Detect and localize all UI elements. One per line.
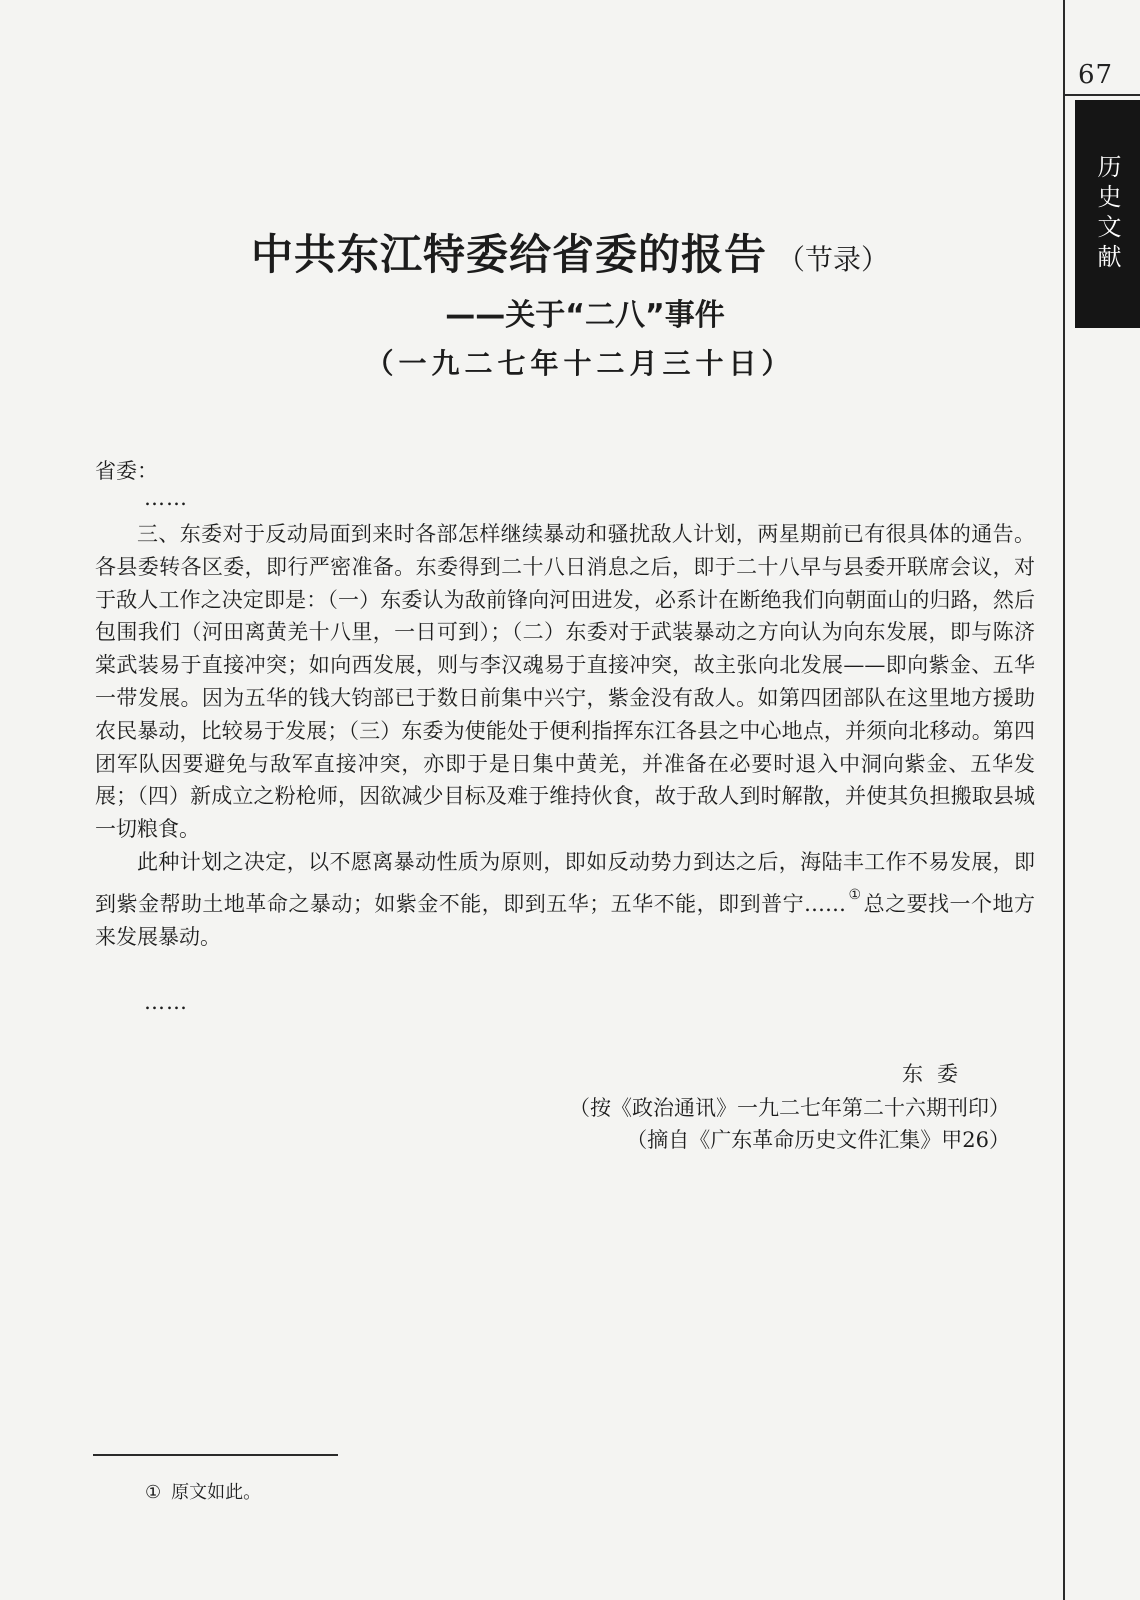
body-text: [95, 518, 1035, 953]
title-note: （节录）: [777, 243, 890, 276]
omission-mark: ……: [144, 486, 188, 510]
footnote-divider: [93, 1454, 338, 1456]
salutation: 省委：: [95, 459, 158, 483]
paragraph-text: 此种计划之决定，以不愿离暴动性质为原则，即如反动势力到达之后，海陆丰工作不易发展，即到紫金帮助土地革命之暴动；如紫金不能，即到五华；五华不能，即到普宁……: [95, 849, 1035, 916]
source-note: （按《政治通讯》一九二七年第二十六期刊印）: [569, 1096, 1010, 1120]
omission-mark: ……: [144, 990, 188, 1014]
footnote-reference[interactable]: ①: [848, 886, 862, 903]
section-tab: 历史文献: [1075, 100, 1140, 328]
footnote: [145, 1478, 261, 1504]
footnote-number: ①: [145, 1482, 162, 1503]
page-number: 67: [1078, 60, 1114, 90]
paragraph-text: 总之要找一个地方来发展暴动。: [95, 891, 1035, 949]
body-paragraph: [95, 846, 1035, 953]
document-subtitle: ——关于“二八”事件: [445, 298, 725, 333]
footnote-text: 原文如此。: [171, 1482, 262, 1503]
document-date: （一九二七年十二月三十日）: [365, 347, 795, 380]
title-main: 中共东江特委给省委的报告: [250, 230, 767, 279]
document-title: [0, 222, 1140, 282]
body-paragraph: 三、东委对于反动局面到来时各部怎样继续暴动和骚扰敌人计划，两星期前已有很具体的通告。各县委转各区委，即行严密准备。东委得到二十八日消息之后，即于二十八早与县委开联席会议，对于敌人工作之决定即是：（一）东委认为敌前锋向河田进发，必系计在断绝我们向朝面山的归路，然后包围我们（河田离黄羌十八里，一日可到）；（二）东委对于武装暴动之方向认为向东发展，即与陈济棠武装易于直接冲突；如向西发展，则与李汉魂易于直接冲突，故主张向北发展——即向紫金、五华一带发展。因为五华的钱大钧部已于数日前集中兴宁，紫金没有敌人。如第四团部队在这里地方援助农民暴动，比较易于发展；（三）东委为使能处于便利指挥东江各县之中心地点，并须向北移动。第四团军队因要避免与敌军直接冲突，亦即于是日集中黄羌，并准备在必要时退入中洞向紫金、五华发展；（四）新成立之粉枪师，因欲减少目标及难于维持伙食，故于敌人到时解散，并使其负担搬取县城一切粮食。: [95, 522, 1035, 842]
signature-author: 东委: [902, 1062, 972, 1086]
excerpt-note: （摘自《广东革命历史文件汇集》甲26）: [626, 1128, 1010, 1152]
page-number-rule: [1065, 94, 1140, 96]
